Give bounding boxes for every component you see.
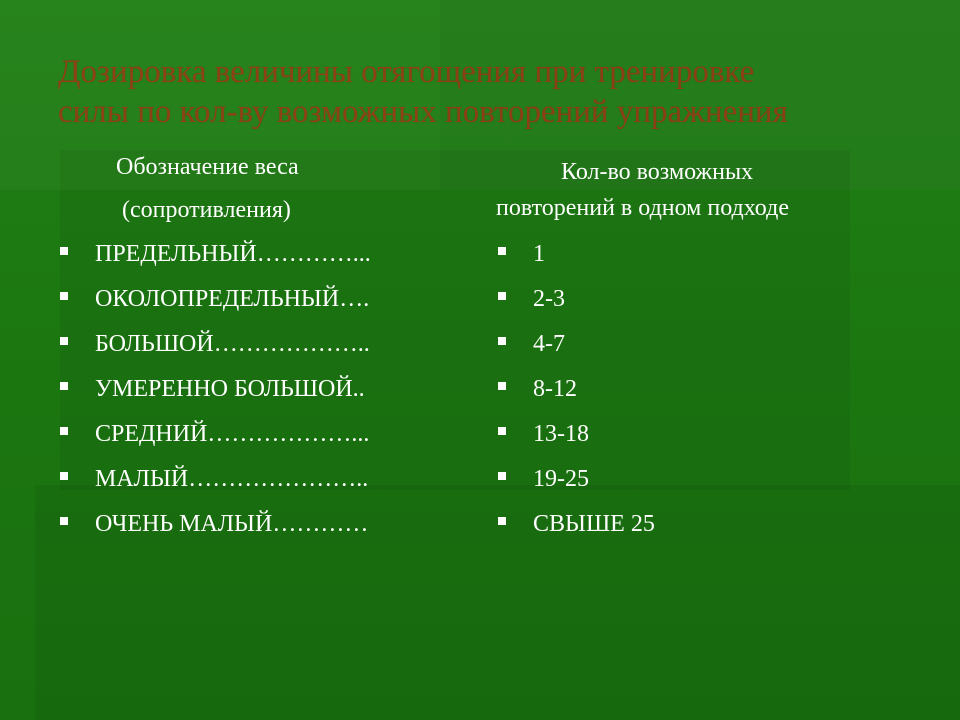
slide-title-line: Дозировка величины отягощения при тренировке [58, 54, 755, 90]
bullet-icon [498, 517, 506, 525]
weight-label: ОЧЕНЬ МАЛЫЙ………… [95, 511, 369, 537]
reps-column-header-sub: повторений в одном подходе [496, 195, 789, 221]
bullet-icon [498, 427, 506, 435]
bullet-icon [60, 247, 68, 255]
weight-label: УМЕРЕННО БОЛЬШОЙ.. [95, 376, 365, 402]
weight-label: МАЛЫЙ………………….. [95, 466, 369, 492]
reps-column-header: Кол-во возможных [561, 159, 754, 185]
weight-label: СРЕДНИЙ………………... [95, 421, 370, 447]
weight-column-header: Обозначение веса [116, 154, 299, 180]
weight-column-header-sub: (сопротивления) [122, 197, 291, 223]
reps-value: СВЫШЕ 25 [533, 511, 655, 537]
bullet-icon [498, 292, 506, 300]
bullet-icon [498, 247, 506, 255]
reps-value: 4-7 [533, 331, 565, 357]
bullet-icon [60, 292, 68, 300]
bullet-icon [60, 337, 68, 345]
bullet-icon [498, 382, 506, 390]
slide-title [58, 52, 938, 132]
bullet-icon [60, 427, 68, 435]
bullet-icon [498, 472, 506, 480]
weight-label: ОКОЛОПРЕДЕЛЬНЫЙ…. [95, 286, 370, 312]
reps-value: 2-3 [533, 286, 565, 312]
bullet-icon [498, 337, 506, 345]
weight-label: БОЛЬШОЙ……………….. [95, 331, 370, 357]
slide-title-line: силы по кол-ву возможных повторений упражнения [58, 94, 788, 130]
bullet-icon [60, 382, 68, 390]
reps-value: 8-12 [533, 376, 577, 402]
weight-label: ПРЕДЕЛЬНЫЙ…………... [95, 241, 371, 267]
bullet-icon [60, 517, 68, 525]
reps-value: 19-25 [533, 466, 589, 492]
reps-value: 1 [533, 241, 545, 267]
bullet-icon [60, 472, 68, 480]
reps-value: 13-18 [533, 421, 589, 447]
